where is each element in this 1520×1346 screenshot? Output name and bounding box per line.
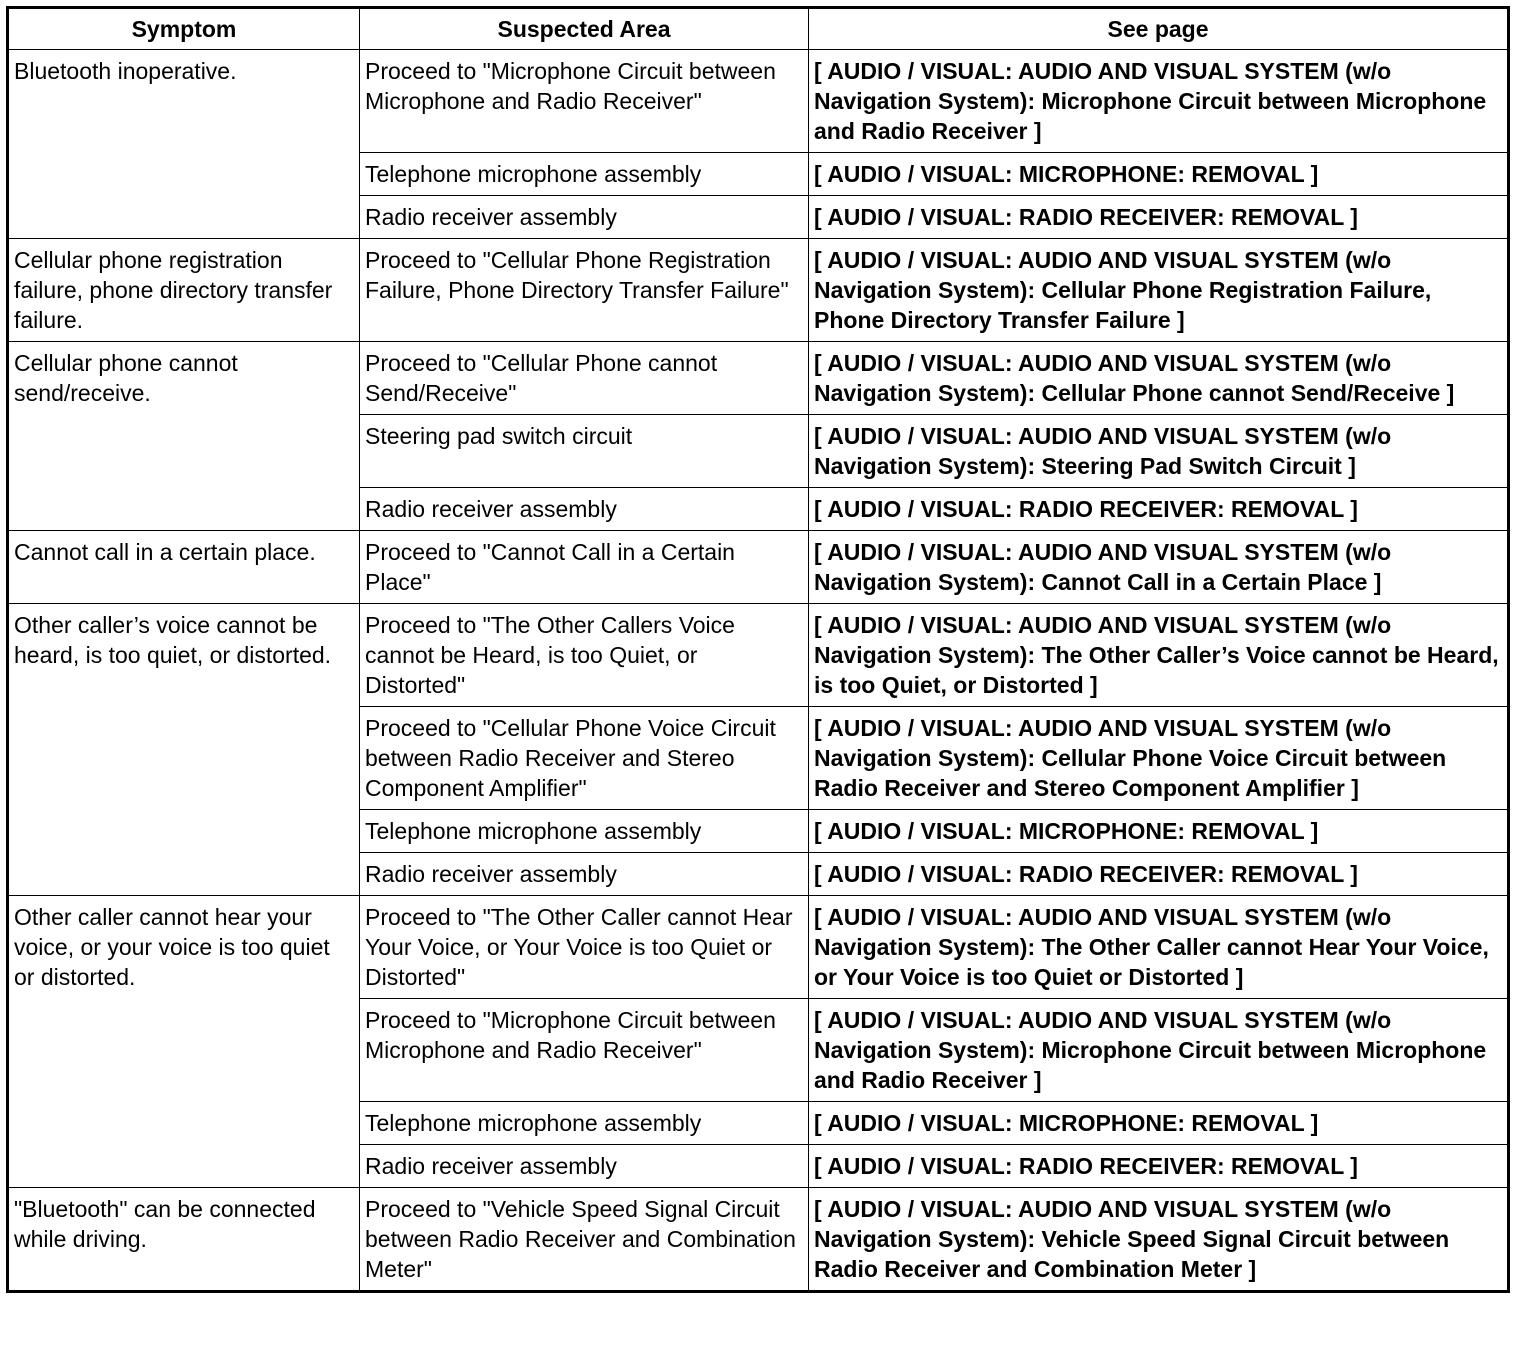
table-row [8, 342, 1509, 415]
see-page-link[interactable]: [ AUDIO / VISUAL: AUDIO AND VISUAL SYSTEM (w/o Navigation System): Microphone Circuit between Microphone and Radio Receiver ] [809, 50, 1509, 153]
suspected-area-cell: Proceed to "Cellular Phone Registration Failure, Phone Directory Transfer Failure" [360, 239, 809, 342]
suspected-area-cell: Proceed to "The Other Caller cannot Hear Your Voice, or Your Voice is too Quiet or Distorted" [360, 896, 809, 999]
symptom-cell: Bluetooth inoperative. [8, 50, 360, 239]
table-row [8, 239, 1509, 342]
see-page-link[interactable]: [ AUDIO / VISUAL: MICROPHONE: REMOVAL ] [809, 153, 1509, 196]
see-page-link[interactable]: [ AUDIO / VISUAL: AUDIO AND VISUAL SYSTEM (w/o Navigation System): The Other Caller cannot Hear Your Voice, or Your Voice is too Quiet or Distorted ] [809, 896, 1509, 999]
table-row [8, 531, 1509, 604]
suspected-area-cell: Proceed to "Cellular Phone cannot Send/Receive" [360, 342, 809, 415]
table-row [8, 604, 1509, 707]
header-symptom: Symptom [8, 8, 360, 50]
see-page-link[interactable]: [ AUDIO / VISUAL: AUDIO AND VISUAL SYSTEM (w/o Navigation System): Cannot Call in a Certain Place ] [809, 531, 1509, 604]
symptom-cell: Other caller cannot hear your voice, or your voice is too quiet or distorted. [8, 896, 360, 1188]
suspected-area-cell: Proceed to "The Other Callers Voice cannot be Heard, is too Quiet, or Distorted" [360, 604, 809, 707]
suspected-area-cell: Telephone microphone assembly [360, 1102, 809, 1145]
suspected-area-cell: Telephone microphone assembly [360, 153, 809, 196]
symptom-cell: "Bluetooth" can be connected while driving. [8, 1188, 360, 1292]
see-page-link[interactable]: [ AUDIO / VISUAL: AUDIO AND VISUAL SYSTEM (w/o Navigation System): Cellular Phone Voice Circuit between Radio Receiver and Stereo Component Amplifier ] [809, 707, 1509, 810]
header-see-page: See page [809, 8, 1509, 50]
see-page-link[interactable]: [ AUDIO / VISUAL: AUDIO AND VISUAL SYSTEM (w/o Navigation System): Microphone Circuit between Microphone and Radio Receiver ] [809, 999, 1509, 1102]
symptom-table [6, 6, 1510, 1293]
see-page-link[interactable]: [ AUDIO / VISUAL: MICROPHONE: REMOVAL ] [809, 810, 1509, 853]
suspected-area-cell: Radio receiver assembly [360, 853, 809, 896]
see-page-link[interactable]: [ AUDIO / VISUAL: RADIO RECEIVER: REMOVAL ] [809, 853, 1509, 896]
suspected-area-cell: Proceed to "Microphone Circuit between Microphone and Radio Receiver" [360, 50, 809, 153]
see-page-link[interactable]: [ AUDIO / VISUAL: MICROPHONE: REMOVAL ] [809, 1102, 1509, 1145]
table-body [8, 50, 1509, 1292]
symptom-cell: Other caller’s voice cannot be heard, is too quiet, or distorted. [8, 604, 360, 896]
suspected-area-cell: Radio receiver assembly [360, 196, 809, 239]
suspected-area-cell: Radio receiver assembly [360, 488, 809, 531]
header-suspected-area: Suspected Area [360, 8, 809, 50]
suspected-area-cell: Proceed to "Cellular Phone Voice Circuit between Radio Receiver and Stereo Component Amplifier" [360, 707, 809, 810]
table-row [8, 50, 1509, 153]
see-page-link[interactable]: [ AUDIO / VISUAL: RADIO RECEIVER: REMOVAL ] [809, 196, 1509, 239]
symptom-cell: Cellular phone registration failure, phone directory transfer failure. [8, 239, 360, 342]
header-row [8, 8, 1509, 50]
see-page-link[interactable]: [ AUDIO / VISUAL: RADIO RECEIVER: REMOVAL ] [809, 1145, 1509, 1188]
symptom-cell: Cannot call in a certain place. [8, 531, 360, 604]
symptom-cell: Cellular phone cannot send/receive. [8, 342, 360, 531]
see-page-link[interactable]: [ AUDIO / VISUAL: AUDIO AND VISUAL SYSTEM (w/o Navigation System): Cellular Phone Registration Failure, Phone Directory Transfer Failure ] [809, 239, 1509, 342]
see-page-link[interactable]: [ AUDIO / VISUAL: AUDIO AND VISUAL SYSTEM (w/o Navigation System): Cellular Phone cannot Send/Receive ] [809, 342, 1509, 415]
suspected-area-cell: Proceed to "Vehicle Speed Signal Circuit between Radio Receiver and Combination Meter" [360, 1188, 809, 1292]
see-page-link[interactable]: [ AUDIO / VISUAL: RADIO RECEIVER: REMOVAL ] [809, 488, 1509, 531]
suspected-area-cell: Proceed to "Microphone Circuit between Microphone and Radio Receiver" [360, 999, 809, 1102]
suspected-area-cell: Telephone microphone assembly [360, 810, 809, 853]
suspected-area-cell: Proceed to "Cannot Call in a Certain Place" [360, 531, 809, 604]
see-page-link[interactable]: [ AUDIO / VISUAL: AUDIO AND VISUAL SYSTEM (w/o Navigation System): Steering Pad Switch Circuit ] [809, 415, 1509, 488]
table-row [8, 896, 1509, 999]
suspected-area-cell: Radio receiver assembly [360, 1145, 809, 1188]
suspected-area-cell: Steering pad switch circuit [360, 415, 809, 488]
see-page-link[interactable]: [ AUDIO / VISUAL: AUDIO AND VISUAL SYSTEM (w/o Navigation System): Vehicle Speed Signal Circuit between Radio Receiver and Combination Meter ] [809, 1188, 1509, 1292]
table-row [8, 1188, 1509, 1292]
see-page-link[interactable]: [ AUDIO / VISUAL: AUDIO AND VISUAL SYSTEM (w/o Navigation System): The Other Caller’s Voice cannot be Heard, is too Quiet, or Distorted ] [809, 604, 1509, 707]
